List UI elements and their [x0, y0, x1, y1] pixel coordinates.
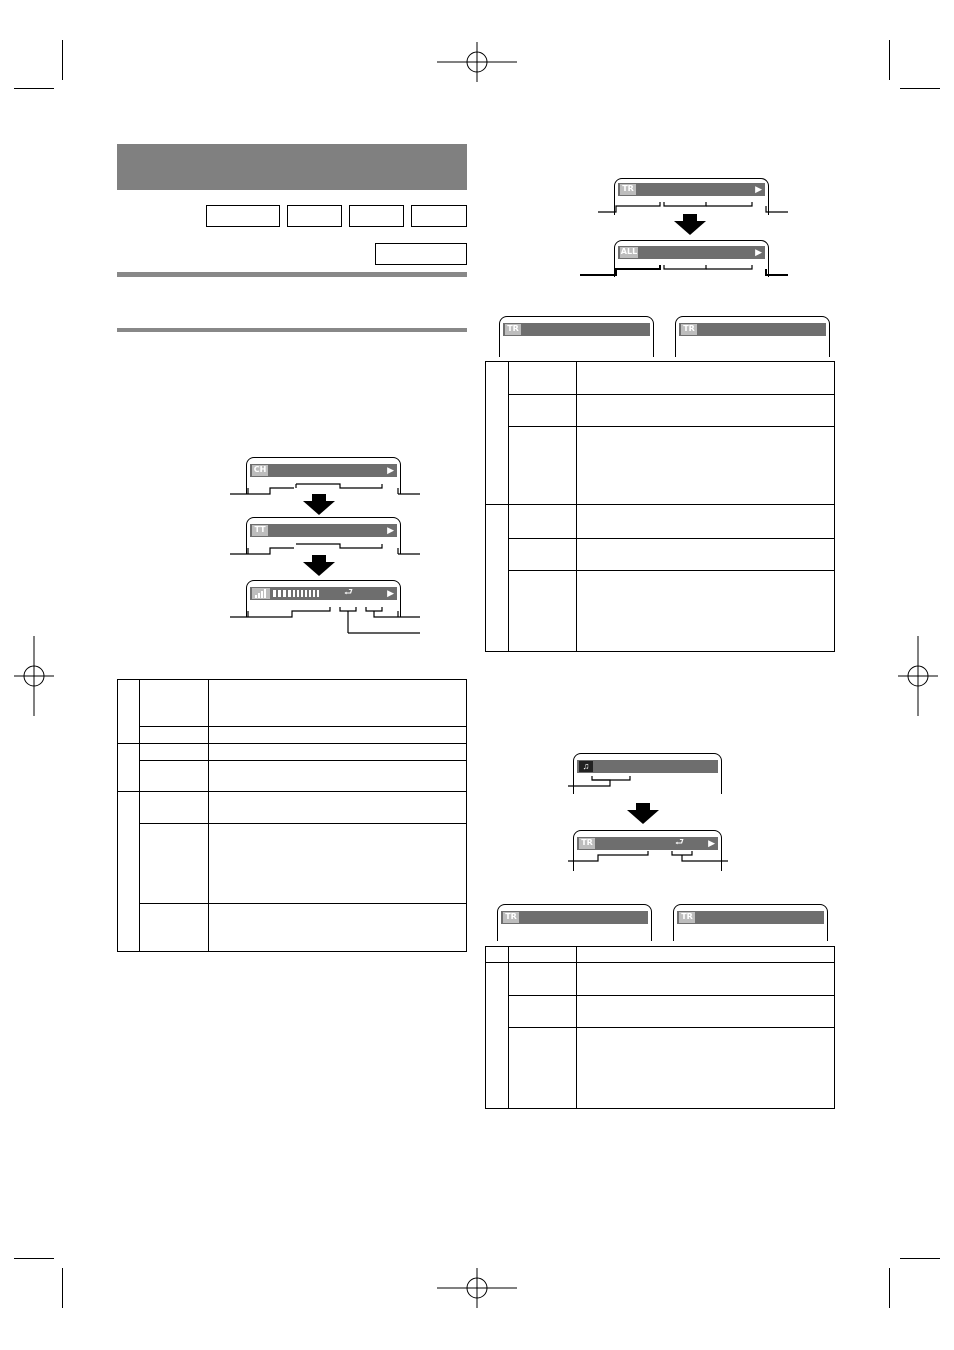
title-tag: TT: [252, 525, 268, 536]
crop-mark: [900, 1258, 940, 1259]
table-header-cell: [577, 947, 835, 963]
table-cell: [577, 963, 835, 996]
table-header-cell: [486, 947, 509, 963]
table-cell: [577, 362, 835, 395]
table-cell: [140, 824, 209, 904]
table-group-cell: [118, 680, 140, 744]
osd-callout-lines: [568, 774, 648, 790]
crop-mark: [62, 40, 63, 80]
table-cell: [209, 824, 467, 904]
osd-bar: [250, 464, 397, 477]
registration-mark-right: [898, 636, 938, 716]
osd-bar: [577, 837, 718, 850]
track-tag: TR: [681, 324, 697, 335]
play-icon: ▶: [755, 247, 762, 257]
table-cell: [209, 680, 467, 727]
table-group-cell: [118, 744, 140, 792]
osd-bar: [503, 323, 650, 336]
table-cell: [140, 744, 209, 761]
table-cell: [209, 792, 467, 824]
crop-mark: [14, 1258, 54, 1259]
play-icon: ▶: [755, 184, 762, 194]
osd-callout-lines: [230, 603, 420, 639]
table-header-cell: [509, 947, 577, 963]
crop-mark: [900, 88, 940, 89]
disc-badge-4: [411, 205, 467, 227]
osd-bar: [250, 587, 397, 600]
registration-mark-bottom: [437, 1268, 517, 1308]
osd-bar: [577, 760, 718, 773]
left-info-table: [117, 679, 467, 952]
track-tag: TR: [679, 912, 695, 923]
signal-icon: [252, 588, 270, 599]
play-icon: ▶: [387, 465, 394, 475]
right-info-table-2: [485, 946, 835, 1109]
play-icon: ▶: [387, 525, 394, 535]
section-rule: [117, 272, 467, 277]
table-cell: [509, 1028, 577, 1109]
progress-bar: [273, 590, 319, 597]
table-cell: [140, 761, 209, 792]
disc-badge-3: [349, 205, 404, 227]
table-cell: [577, 571, 835, 652]
disc-badge-5: [375, 243, 467, 265]
table-cell: [577, 395, 835, 427]
table-cell: [577, 427, 835, 505]
table-cell: [509, 996, 577, 1028]
arrow-down-icon: [674, 214, 706, 235]
table-cell: [140, 680, 209, 727]
audio-icon: ♫: [579, 761, 593, 772]
play-icon: ▶: [708, 838, 715, 848]
table-cell: [509, 505, 577, 539]
table-cell: [209, 761, 467, 792]
osd-bar: [618, 246, 765, 259]
table-cell: [140, 904, 209, 952]
osd-callout-lines: [568, 851, 728, 867]
table-cell: [140, 727, 209, 744]
track-tag: TR: [620, 184, 636, 195]
disc-badge-2: [287, 205, 342, 227]
section-title-bar: [117, 144, 467, 190]
right-info-table-1: [485, 361, 835, 652]
table-group-cell: [118, 792, 140, 952]
crop-mark: [14, 88, 54, 89]
table-group-cell: [486, 963, 509, 1109]
registration-mark-left: [14, 636, 54, 716]
osd-bar: [679, 323, 826, 336]
table-cell: [209, 904, 467, 952]
chapter-tag: CH: [253, 465, 267, 474]
track-tag: TR: [579, 838, 595, 849]
track-tag: TR: [505, 324, 521, 335]
crop-mark: [889, 1268, 890, 1308]
osd-bar: [677, 911, 824, 924]
table-cell: [209, 744, 467, 761]
table-group-cell: [486, 505, 509, 652]
table-group-cell: [486, 362, 509, 505]
track-tag: TR: [503, 912, 519, 923]
crop-mark: [62, 1268, 63, 1308]
table-cell: [140, 792, 209, 824]
table-cell: [509, 963, 577, 996]
table-cell: [577, 505, 835, 539]
table-cell: [509, 395, 577, 427]
repeat-icon: ⮐: [344, 587, 353, 598]
table-cell: [509, 571, 577, 652]
osd-bar: [618, 183, 765, 196]
osd-bar: [501, 911, 648, 924]
crop-mark: [889, 40, 890, 80]
all-tag: ALL: [620, 247, 638, 256]
osd-callout-lines: [580, 261, 788, 281]
section-rule: [117, 328, 467, 332]
table-cell: [577, 539, 835, 571]
registration-mark-top: [437, 42, 517, 82]
osd-bar: [250, 524, 397, 537]
disc-badge-1: [206, 205, 280, 227]
arrow-down-icon: [627, 803, 659, 824]
arrow-down-icon: [303, 555, 335, 576]
play-icon: ▶: [387, 588, 394, 598]
table-cell: [577, 1028, 835, 1109]
table-cell: [509, 362, 577, 395]
table-cell: [577, 996, 835, 1028]
table-cell: [509, 427, 577, 505]
repeat-icon: ⮐: [675, 837, 684, 848]
arrow-down-icon: [303, 494, 335, 515]
table-cell: [209, 727, 467, 744]
table-cell: [509, 539, 577, 571]
